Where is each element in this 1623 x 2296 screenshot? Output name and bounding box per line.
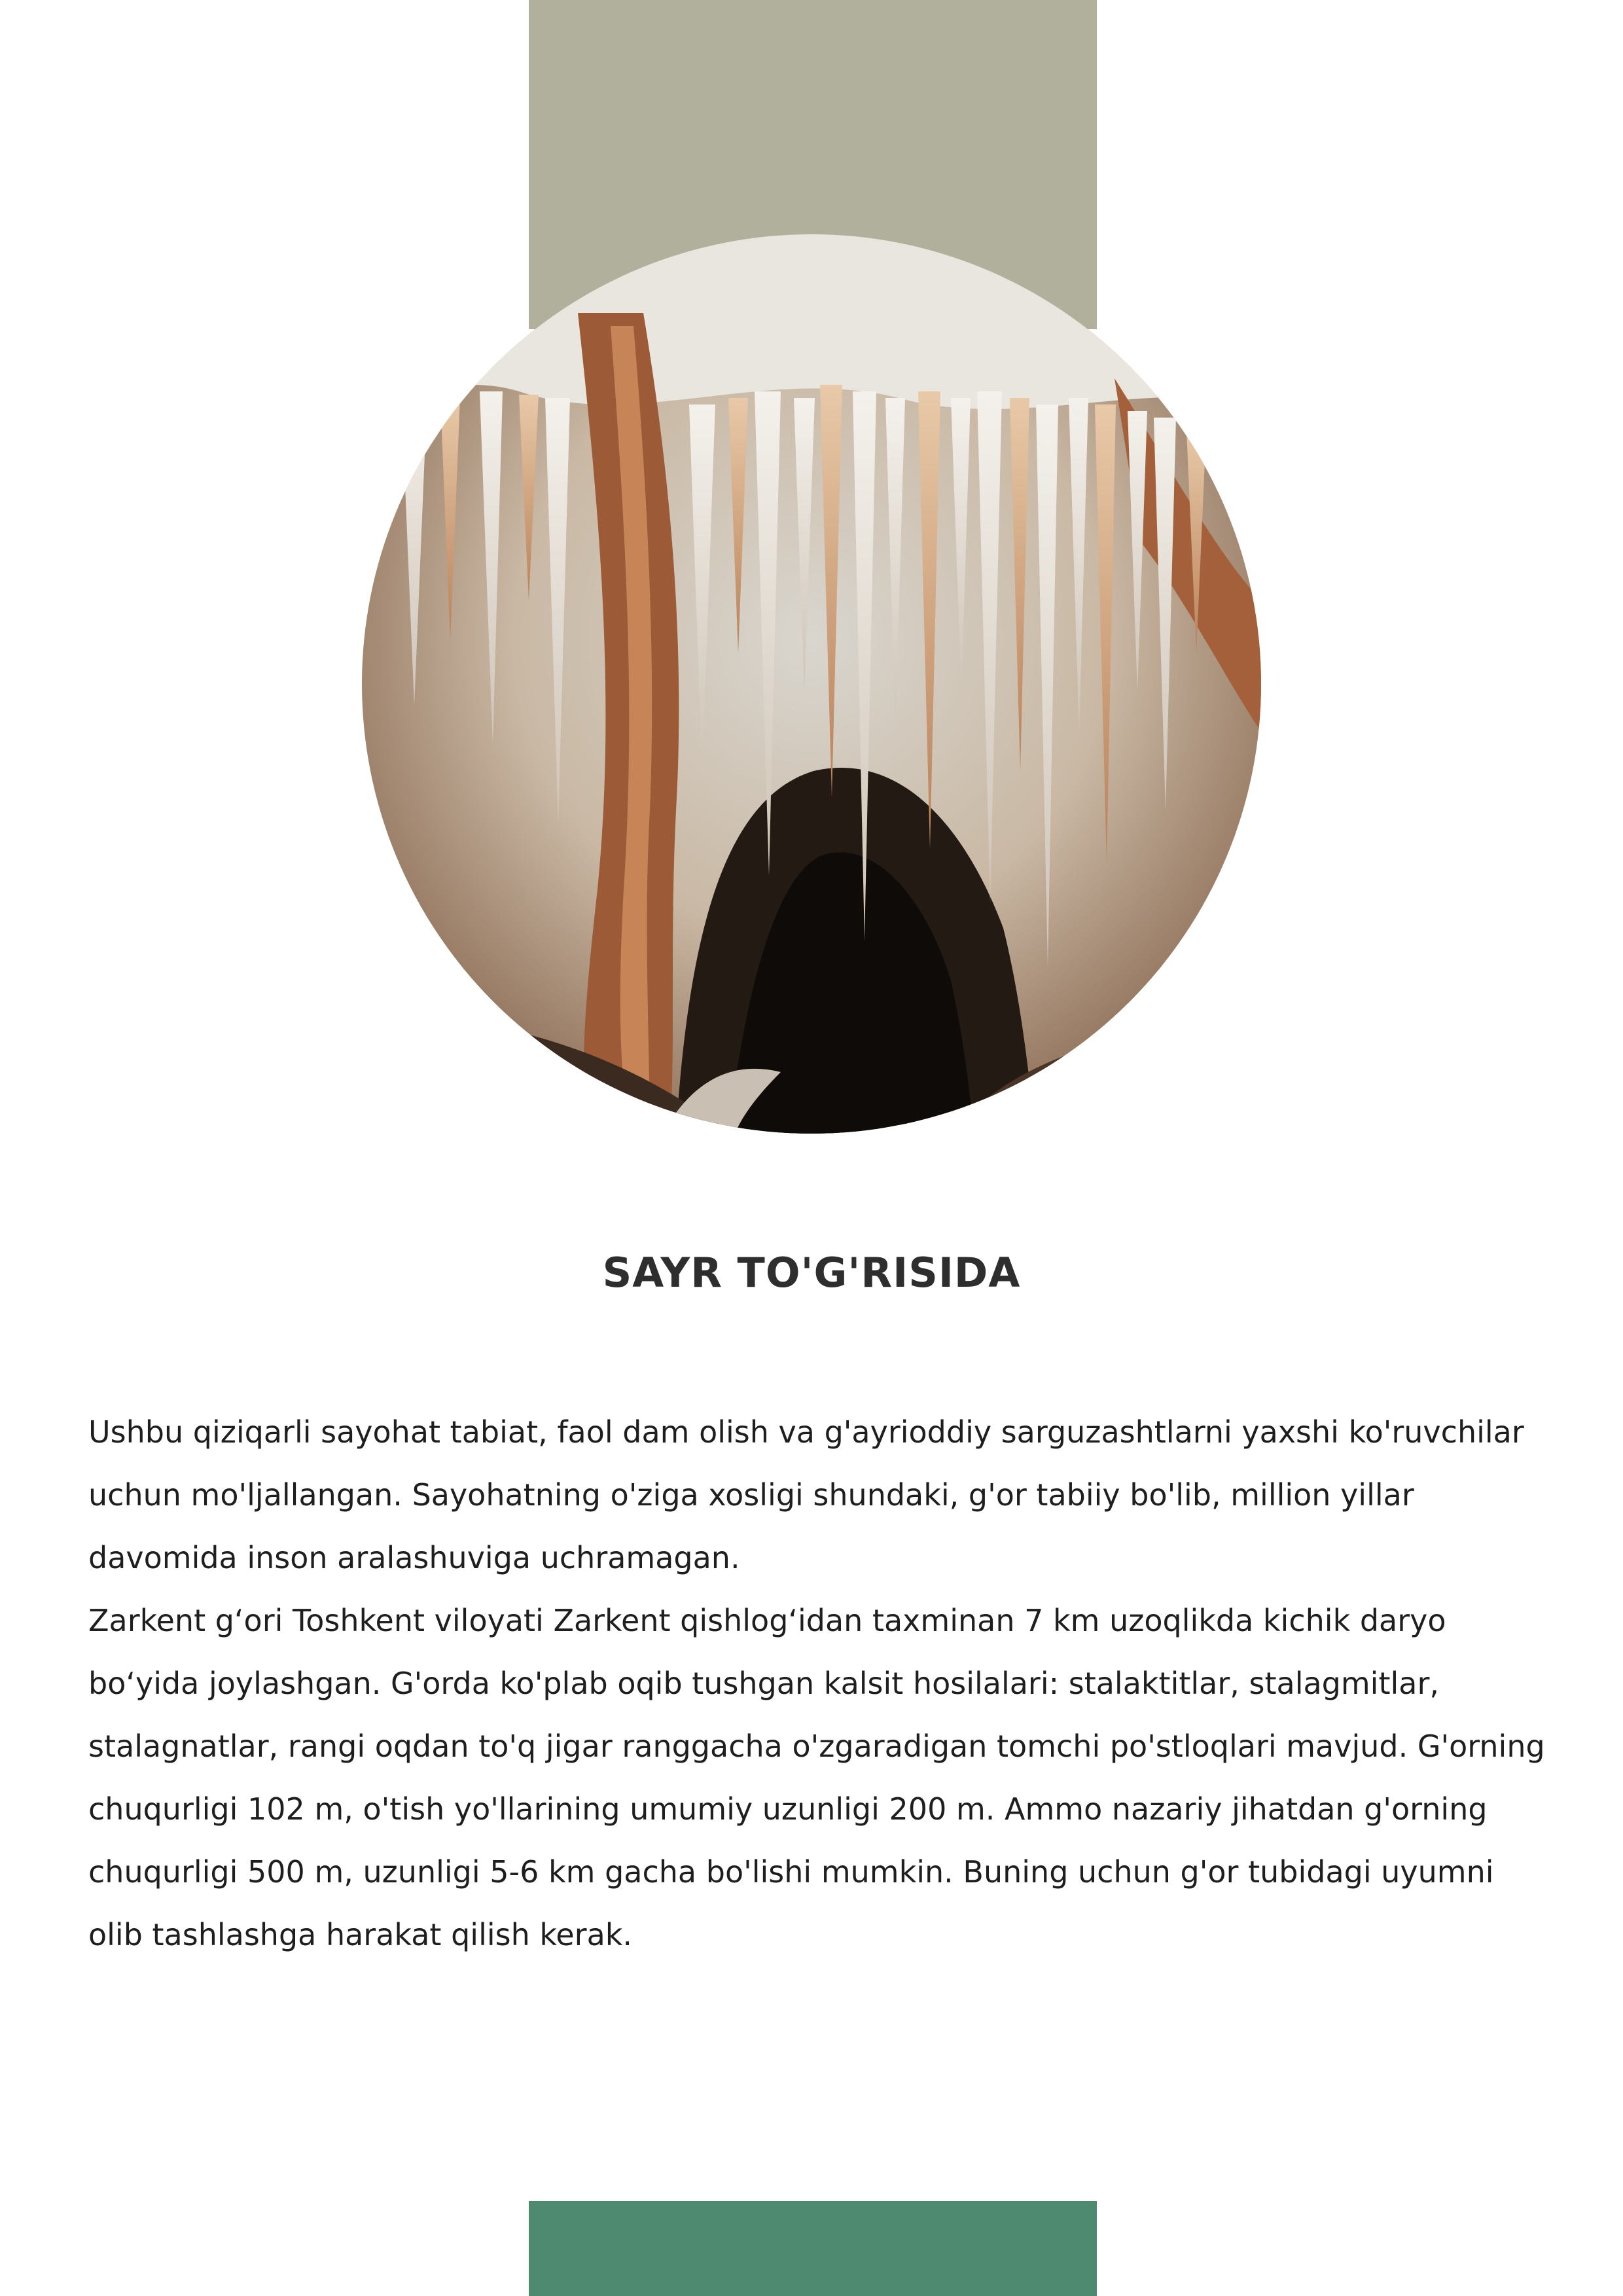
intro-paragraph: Ushbu qiziqarli sayohat tabiat, faol dam olish va g'ayrioddiy sarguzashtlarni yaxshi ko'ruvchilar uchun mo'ljallangan. Sayohatning o'ziga xosligi shundaki, g'or tabiiy bo'lib, million yillar davomida inson aralashuviga uchramagan. xyxy=(88,1414,1524,1575)
bottom-accent-band xyxy=(529,2201,1097,2296)
cave-description-paragraph: Zarkent gʻori Toshkent viloyati Zarkent qishlogʻidan taxminan 7 km uzoqlikda kichik daryo boʻyida joylashgan. G'orda ko'plab oqib tushgan kalsit hosilalari: stalaktitlar, stalagmitlar, stalagnatlar, rangi oqdan to'q jigar ranggacha o'zgaradigan tomchi po'stloqlari mavjud. G'orning chuqurligi 102 m, o'tish yo'llarining umumiy uzunligi 200 m. Ammo nazariy jihatdan g'orning chuqurligi 500 m, uzunligi 5-6 km gacha bo'lishi mumkin. Buning uchun g'or tubidagi uyumni olib tashlashga harakat qilish kerak. xyxy=(88,1603,1545,1952)
section-title: SAYR TO'G'RISIDA xyxy=(602,1249,1021,1297)
cave-photo xyxy=(362,234,1261,1134)
section-body xyxy=(88,1401,1548,1966)
cave-stalactites-image xyxy=(362,234,1261,1134)
